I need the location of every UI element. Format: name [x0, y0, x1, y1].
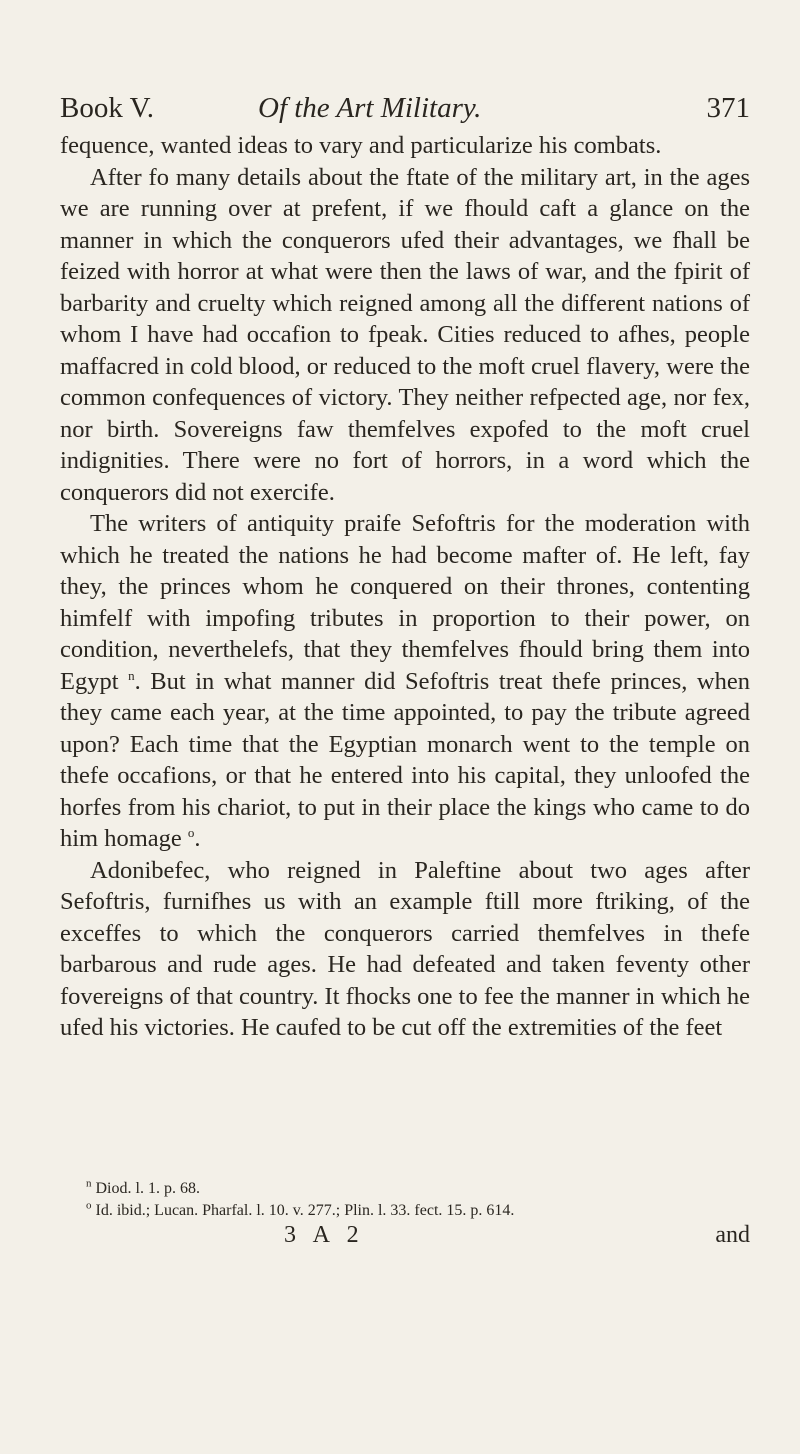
footnote-text: Diod. l. 1. p. 68. — [95, 1180, 200, 1197]
footnote-ref-n[interactable]: n — [128, 667, 135, 683]
footnotes — [60, 1178, 750, 1222]
footnote-ref-o[interactable]: o — [187, 824, 195, 840]
paragraph-victory-cruelty: After fo many details about the ftate of the military art, in the ages we are running over at prefent, if we fhould caft a glance on the manner in which the conquerors ufed their advantages, we fhall be feized with horror at what were then the laws of war, and the fpirit of barbarity and cruelty which reigned among all the different nations of whom I have had occafion to fpeak. Cities reduced to afhes, people maffacred in cold blood, or reduced to the moft cruel flavery, were the common confequences of victory. They neither refpected age, nor fex, nor birth. Sovereigns faw themfelves expofed to the moft cruel indignities. There were no fort of horrors, in a word which the conquerors did not exercife. — [60, 163, 750, 506]
catchword: and — [715, 1222, 750, 1248]
page-number: 371 — [706, 92, 750, 124]
paragraph-continuation: fequence, wanted ideas to vary and particularize his combats. — [60, 132, 662, 159]
footnote-mark: n — [86, 1177, 92, 1190]
sesostris-text-1: The writers of antiquity praife Sefoftris for the moderation with which he treated the nations he had become mafter of. He left, fay they, the princes whom he conquered on their thrones, contenting himfelf with impofing tributes in proportion to their power, on condition, neverthelefs, that they themfelves fhould bring them into Egypt — [60, 510, 750, 695]
sesostris-text-2: . But in what manner did Sefoftris treat thefe princes, when they came each year, at the time appointed, to pay the tribute agreed upon? Each time that the Egyptian monarch went to the temple on thefe occafions, or that he entered into his capital, they unloofed the horfes from his chariot, to put in their place the kings who came to do him homage — [60, 667, 750, 852]
running-header — [60, 88, 750, 128]
running-title: Of the Art Military. — [258, 92, 482, 124]
book-label: Book V. — [60, 92, 155, 124]
footnote-mark: o — [86, 1199, 92, 1212]
paragraph-sesostris — [60, 508, 750, 855]
footnote-o — [60, 1200, 750, 1222]
body-text — [60, 130, 750, 1044]
footnote-text: Id. ibid.; Lucan. Pharfal. l. 10. v. 277.; Plin. l. 33. fect. 15. p. 614. — [95, 1202, 515, 1219]
signature-mark: 3 A 2 — [284, 1222, 365, 1248]
footnote-n — [60, 1178, 750, 1200]
sesostris-text-3: . — [194, 825, 201, 852]
paragraph-adonibesec: Adonibefec, who reigned in Paleftine about two ages after Sefoftris, furnifhes us with an example ftill more ftriking, of the exceffes to which the conquerors carried themfelves in thefe barbarous and rude ages. He had defeated and taken feventy other fovereigns of that country. It fhocks one to fee the manner in which he ufed his victories. He caufed to be cut off the extremities of the feet — [60, 856, 750, 1041]
